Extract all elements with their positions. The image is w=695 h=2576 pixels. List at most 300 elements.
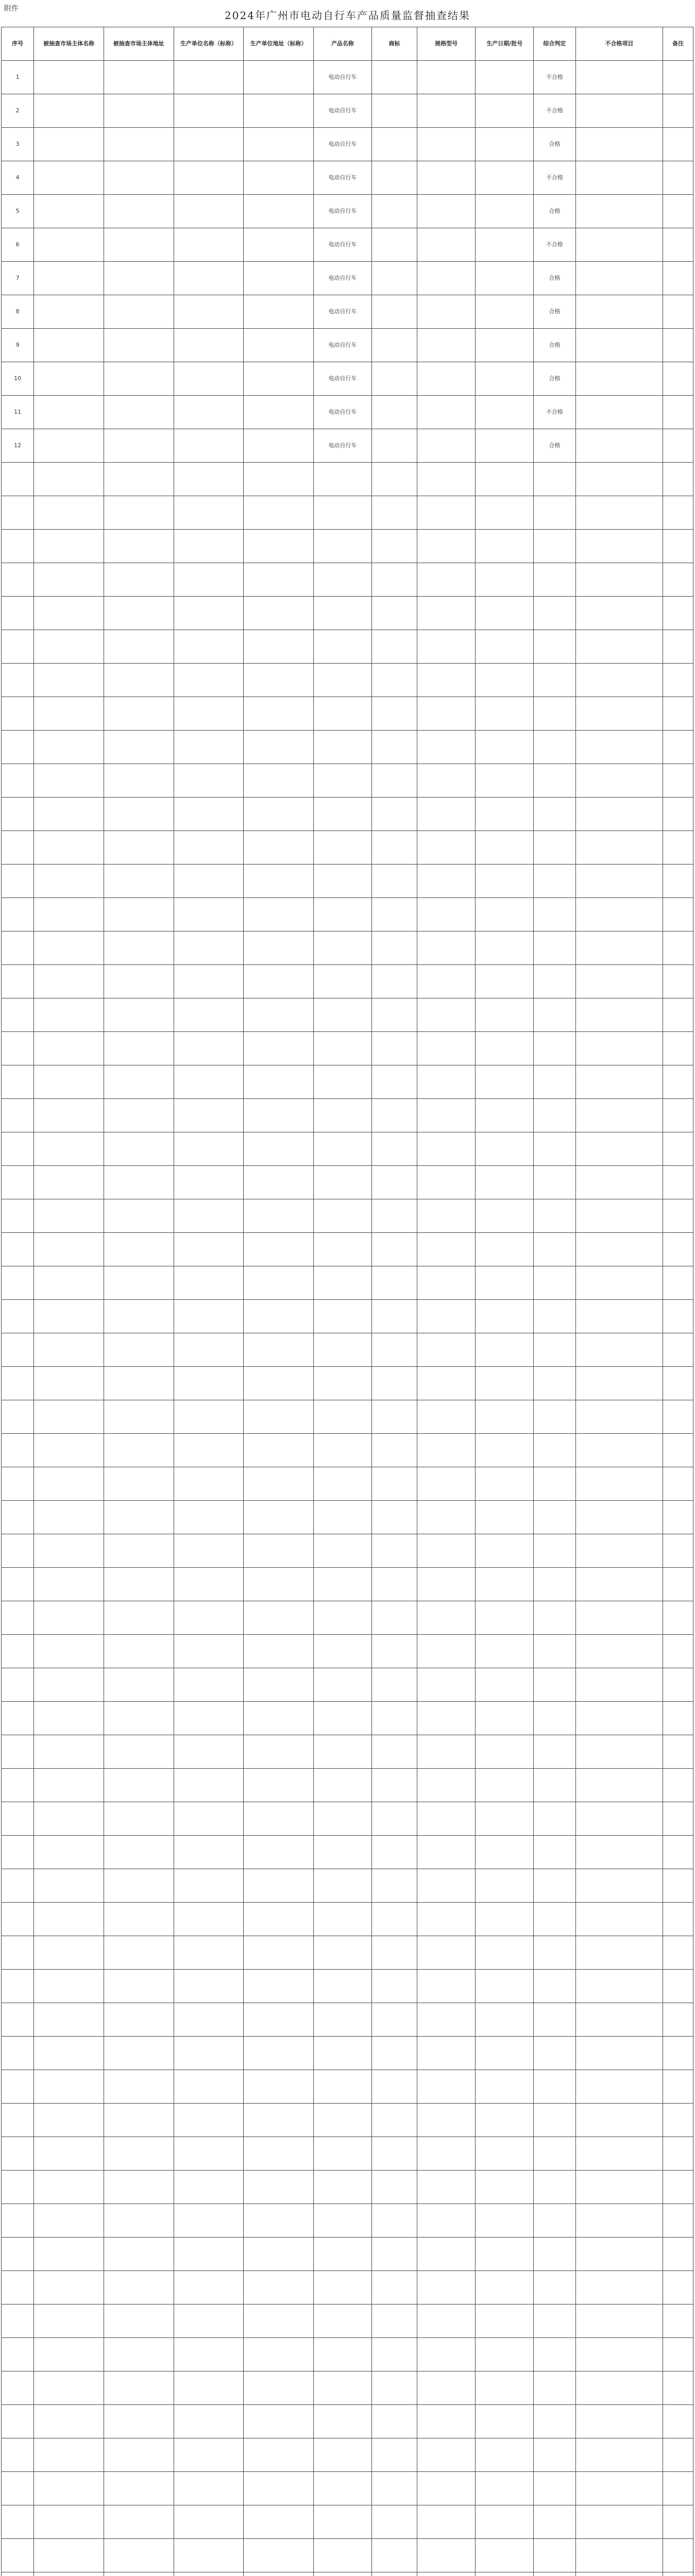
cell-seq: 1 [2, 61, 34, 94]
cell-product-name: 电动自行车 [313, 161, 371, 195]
cell-verdict [534, 998, 575, 1032]
cell-failed-items [575, 463, 663, 496]
cell-product-name [313, 2371, 371, 2405]
cell-model [417, 2037, 476, 2070]
cell-note [663, 1802, 693, 1836]
cell-failed-items [575, 1702, 663, 1735]
cell-seq [2, 2037, 34, 2070]
cell-entity [34, 463, 104, 496]
cell-entity [34, 597, 104, 630]
cell-production-date [476, 998, 534, 1032]
cell-entity [34, 2572, 104, 2576]
cell-model [417, 2438, 476, 2472]
cell-model [417, 764, 476, 798]
cell-entity-address [104, 831, 174, 865]
attachment-label: 附件 [4, 5, 19, 13]
cell-verdict [534, 865, 575, 898]
cell-entity-address [104, 2539, 174, 2572]
cell-entity [34, 1601, 104, 1635]
cell-manufacturer-address [244, 1501, 314, 1534]
cell-brand [371, 630, 417, 664]
table-row [2, 1601, 693, 1635]
cell-brand [371, 530, 417, 563]
table-row [2, 2405, 693, 2438]
cell-product-name [313, 831, 371, 865]
cell-production-date [476, 831, 534, 865]
cell-verdict [534, 1668, 575, 1702]
cell-model [417, 1601, 476, 1635]
cell-failed-items [575, 2472, 663, 2505]
cell-verdict [534, 1836, 575, 1869]
cell-entity-address [104, 1166, 174, 1199]
cell-failed-items [575, 1032, 663, 1065]
cell-seq: 2 [2, 94, 34, 128]
header-seq: 序号 [2, 27, 34, 61]
cell-production-date [476, 664, 534, 697]
cell-entity [34, 1434, 104, 1467]
cell-seq [2, 1099, 34, 1132]
cell-manufacturer [174, 1199, 244, 1233]
cell-seq [2, 764, 34, 798]
cell-note [663, 831, 693, 865]
cell-note [663, 697, 693, 731]
cell-production-date [476, 898, 534, 931]
cell-seq [2, 1936, 34, 1970]
cell-model [417, 1534, 476, 1568]
header-note: 备注 [663, 27, 693, 61]
cell-manufacturer-address [244, 161, 314, 195]
cell-seq [2, 865, 34, 898]
cell-entity-address [104, 2472, 174, 2505]
cell-manufacturer [174, 1668, 244, 1702]
cell-failed-items [575, 1233, 663, 1266]
cell-seq [2, 664, 34, 697]
cell-brand [371, 94, 417, 128]
cell-verdict [534, 1233, 575, 1266]
cell-verdict [534, 563, 575, 597]
cell-manufacturer [174, 1233, 244, 1266]
cell-manufacturer-address [244, 530, 314, 563]
cell-production-date [476, 496, 534, 530]
cell-verdict: 不合格 [534, 94, 575, 128]
cell-seq [2, 931, 34, 965]
cell-entity-address [104, 1199, 174, 1233]
cell-model [417, 1568, 476, 1601]
cell-entity-address [104, 1065, 174, 1099]
cell-product-name [313, 1668, 371, 1702]
cell-note [663, 1400, 693, 1434]
cell-note [663, 931, 693, 965]
cell-model [417, 2271, 476, 2304]
cell-note [663, 262, 693, 295]
cell-manufacturer-address [244, 2338, 314, 2371]
cell-note [663, 1266, 693, 1300]
cell-brand [371, 362, 417, 396]
cell-manufacturer [174, 2472, 244, 2505]
cell-entity [34, 1568, 104, 1601]
cell-manufacturer [174, 764, 244, 798]
cell-model [417, 2003, 476, 2037]
cell-seq [2, 1367, 34, 1400]
cell-note [663, 630, 693, 664]
cell-manufacturer-address [244, 731, 314, 764]
cell-brand [371, 1836, 417, 1869]
table-row [2, 2438, 693, 2472]
cell-brand [371, 697, 417, 731]
cell-entity [34, 2304, 104, 2338]
cell-failed-items [575, 1668, 663, 1702]
cell-entity-address [104, 2505, 174, 2539]
cell-failed-items [575, 697, 663, 731]
cell-verdict [534, 2171, 575, 2204]
cell-product-name: 电动自行车 [313, 362, 371, 396]
table-row [2, 262, 693, 295]
cell-model [417, 664, 476, 697]
cell-brand [371, 2505, 417, 2539]
cell-note [663, 798, 693, 831]
cell-note [663, 2238, 693, 2271]
cell-seq [2, 1735, 34, 1769]
cell-verdict [534, 1869, 575, 1903]
cell-note [663, 1668, 693, 1702]
cell-manufacturer [174, 1266, 244, 1300]
cell-seq [2, 1132, 34, 1166]
cell-verdict [534, 697, 575, 731]
cell-model [417, 2204, 476, 2238]
cell-note [663, 2070, 693, 2104]
cell-failed-items [575, 1199, 663, 1233]
cell-verdict [534, 530, 575, 563]
cell-entity [34, 931, 104, 965]
cell-manufacturer [174, 1735, 244, 1769]
cell-brand [371, 161, 417, 195]
cell-note [663, 61, 693, 94]
cell-entity-address [104, 1367, 174, 1400]
cell-note [663, 1836, 693, 1869]
cell-product-name [313, 2572, 371, 2576]
cell-seq: 5 [2, 195, 34, 228]
cell-note [663, 2271, 693, 2304]
cell-production-date [476, 329, 534, 362]
cell-product-name: 电动自行车 [313, 128, 371, 161]
cell-production-date [476, 764, 534, 798]
cell-seq [2, 1903, 34, 1936]
cell-manufacturer [174, 396, 244, 429]
cell-seq [2, 1769, 34, 1802]
cell-product-name [313, 2037, 371, 2070]
cell-brand [371, 1467, 417, 1501]
cell-model [417, 597, 476, 630]
cell-failed-items [575, 1534, 663, 1568]
cell-model [417, 61, 476, 94]
cell-failed-items [575, 228, 663, 262]
cell-entity [34, 2037, 104, 2070]
table-row [2, 195, 693, 228]
cell-verdict [534, 664, 575, 697]
cell-manufacturer-address [244, 798, 314, 831]
cell-verdict [534, 2505, 575, 2539]
cell-manufacturer-address [244, 2003, 314, 2037]
cell-manufacturer-address [244, 2572, 314, 2576]
cell-manufacturer [174, 1467, 244, 1501]
cell-seq [2, 2137, 34, 2171]
cell-manufacturer [174, 2338, 244, 2371]
cell-entity [34, 429, 104, 463]
cell-failed-items [575, 2171, 663, 2204]
cell-entity [34, 530, 104, 563]
cell-note [663, 1233, 693, 1266]
cell-verdict [534, 630, 575, 664]
cell-production-date [476, 1836, 534, 1869]
cell-production-date [476, 1199, 534, 1233]
cell-production-date [476, 1333, 534, 1367]
cell-entity-address [104, 1467, 174, 1501]
cell-entity [34, 731, 104, 764]
cell-verdict [534, 2304, 575, 2338]
table-row [2, 1233, 693, 1266]
cell-model [417, 563, 476, 597]
table-row [2, 597, 693, 630]
cell-seq [2, 1802, 34, 1836]
cell-verdict [534, 2037, 575, 2070]
cell-product-name [313, 931, 371, 965]
cell-seq [2, 2271, 34, 2304]
cell-model [417, 1836, 476, 1869]
cell-brand [371, 496, 417, 530]
cell-manufacturer-address [244, 1199, 314, 1233]
cell-product-name [313, 496, 371, 530]
table-row [2, 1635, 693, 1668]
cell-note [663, 2505, 693, 2539]
cell-note [663, 463, 693, 496]
table-row [2, 1266, 693, 1300]
cell-production-date [476, 530, 534, 563]
cell-failed-items [575, 1601, 663, 1635]
cell-product-name [313, 2003, 371, 2037]
table-row [2, 1199, 693, 1233]
cell-manufacturer [174, 2572, 244, 2576]
cell-entity [34, 697, 104, 731]
cell-manufacturer [174, 195, 244, 228]
cell-seq: 9 [2, 329, 34, 362]
cell-production-date [476, 563, 534, 597]
cell-product-name [313, 1467, 371, 1501]
table-row [2, 697, 693, 731]
cell-production-date [476, 1568, 534, 1601]
cell-seq [2, 1869, 34, 1903]
cell-production-date [476, 262, 534, 295]
cell-manufacturer-address [244, 998, 314, 1032]
cell-manufacturer [174, 998, 244, 1032]
cell-model [417, 2070, 476, 2104]
cell-failed-items [575, 2572, 663, 2576]
cell-production-date [476, 362, 534, 396]
cell-seq [2, 1300, 34, 1333]
cell-seq [2, 2472, 34, 2505]
cell-note [663, 998, 693, 1032]
cell-failed-items [575, 396, 663, 429]
cell-entity [34, 195, 104, 228]
cell-manufacturer-address [244, 2070, 314, 2104]
cell-production-date [476, 2505, 534, 2539]
cell-verdict [534, 496, 575, 530]
cell-note [663, 2204, 693, 2238]
cell-product-name [313, 731, 371, 764]
table-row [2, 2371, 693, 2405]
cell-manufacturer [174, 1333, 244, 1367]
cell-verdict [534, 831, 575, 865]
cell-brand [371, 1333, 417, 1367]
cell-failed-items [575, 1065, 663, 1099]
cell-seq [2, 998, 34, 1032]
cell-note [663, 1099, 693, 1132]
cell-seq [2, 2171, 34, 2204]
cell-production-date [476, 1601, 534, 1635]
cell-verdict: 不合格 [534, 161, 575, 195]
cell-note [663, 2003, 693, 2037]
cell-brand [371, 2338, 417, 2371]
cell-manufacturer-address [244, 496, 314, 530]
cell-entity-address [104, 1869, 174, 1903]
cell-model [417, 1233, 476, 1266]
cell-model [417, 496, 476, 530]
cell-manufacturer [174, 1769, 244, 1802]
cell-verdict [534, 1300, 575, 1333]
table-row [2, 1534, 693, 1568]
cell-seq: 3 [2, 128, 34, 161]
cell-seq [2, 1199, 34, 1233]
cell-product-name [313, 2171, 371, 2204]
cell-production-date [476, 94, 534, 128]
cell-product-name [313, 630, 371, 664]
cell-failed-items [575, 2438, 663, 2472]
header-production-date: 生产日期/批号 [476, 27, 534, 61]
cell-model [417, 1132, 476, 1166]
cell-brand [371, 195, 417, 228]
cell-seq: 10 [2, 362, 34, 396]
cell-manufacturer [174, 2405, 244, 2438]
cell-entity [34, 664, 104, 697]
cell-product-name: 电动自行车 [313, 329, 371, 362]
cell-entity [34, 2238, 104, 2271]
cell-seq [2, 1434, 34, 1467]
cell-failed-items [575, 2104, 663, 2137]
cell-manufacturer-address [244, 865, 314, 898]
cell-product-name [313, 1735, 371, 1769]
cell-entity [34, 1668, 104, 1702]
cell-entity [34, 94, 104, 128]
cell-note [663, 1166, 693, 1199]
cell-manufacturer [174, 1400, 244, 1434]
cell-entity [34, 2070, 104, 2104]
cell-model [417, 429, 476, 463]
cell-product-name [313, 1333, 371, 1367]
cell-manufacturer-address [244, 697, 314, 731]
cell-seq [2, 2104, 34, 2137]
cell-verdict: 合格 [534, 128, 575, 161]
cell-product-name [313, 965, 371, 998]
cell-product-name [313, 1501, 371, 1534]
cell-seq [2, 1065, 34, 1099]
cell-entity-address [104, 1300, 174, 1333]
cell-failed-items [575, 530, 663, 563]
cell-brand [371, 2472, 417, 2505]
cell-verdict [534, 2070, 575, 2104]
cell-entity-address [104, 764, 174, 798]
cell-manufacturer-address [244, 1434, 314, 1467]
cell-manufacturer-address [244, 1970, 314, 2003]
cell-entity-address [104, 496, 174, 530]
cell-note [663, 1635, 693, 1668]
cell-manufacturer-address [244, 396, 314, 429]
table-row [2, 831, 693, 865]
cell-product-name [313, 1199, 371, 1233]
table-row [2, 1970, 693, 2003]
cell-note [663, 1568, 693, 1601]
cell-manufacturer [174, 1534, 244, 1568]
cell-entity [34, 1802, 104, 1836]
cell-product-name: 电动自行车 [313, 61, 371, 94]
cell-failed-items [575, 1501, 663, 1534]
cell-verdict [534, 2238, 575, 2271]
cell-brand [371, 1702, 417, 1735]
cell-product-name [313, 2238, 371, 2271]
cell-product-name [313, 898, 371, 931]
cell-failed-items [575, 94, 663, 128]
table-row [2, 295, 693, 329]
cell-brand [371, 2438, 417, 2472]
cell-brand [371, 1903, 417, 1936]
table-row [2, 2505, 693, 2539]
cell-failed-items [575, 2037, 663, 2070]
cell-failed-items [575, 1300, 663, 1333]
cell-seq [2, 597, 34, 630]
cell-verdict [534, 764, 575, 798]
cell-model [417, 831, 476, 865]
table-row [2, 1869, 693, 1903]
cell-note [663, 597, 693, 630]
cell-entity [34, 1266, 104, 1300]
cell-entity-address [104, 597, 174, 630]
table-row [2, 865, 693, 898]
cell-verdict [534, 2539, 575, 2572]
cell-production-date [476, 161, 534, 195]
cell-verdict [534, 1333, 575, 1367]
table-row [2, 1802, 693, 1836]
cell-manufacturer [174, 898, 244, 931]
table-row [2, 965, 693, 998]
cell-failed-items [575, 362, 663, 396]
cell-failed-items [575, 1769, 663, 1802]
cell-brand [371, 965, 417, 998]
cell-manufacturer [174, 1568, 244, 1601]
cell-manufacturer-address [244, 2104, 314, 2137]
cell-model [417, 94, 476, 128]
cell-manufacturer [174, 362, 244, 396]
cell-production-date [476, 1099, 534, 1132]
cell-failed-items [575, 1333, 663, 1367]
cell-entity [34, 1099, 104, 1132]
table-row [2, 1903, 693, 1936]
table-row [2, 396, 693, 429]
cell-entity-address [104, 1233, 174, 1266]
cell-entity [34, 1769, 104, 1802]
cell-product-name [313, 2338, 371, 2371]
cell-failed-items [575, 865, 663, 898]
cell-failed-items [575, 998, 663, 1032]
cell-brand [371, 898, 417, 931]
cell-model [417, 965, 476, 998]
